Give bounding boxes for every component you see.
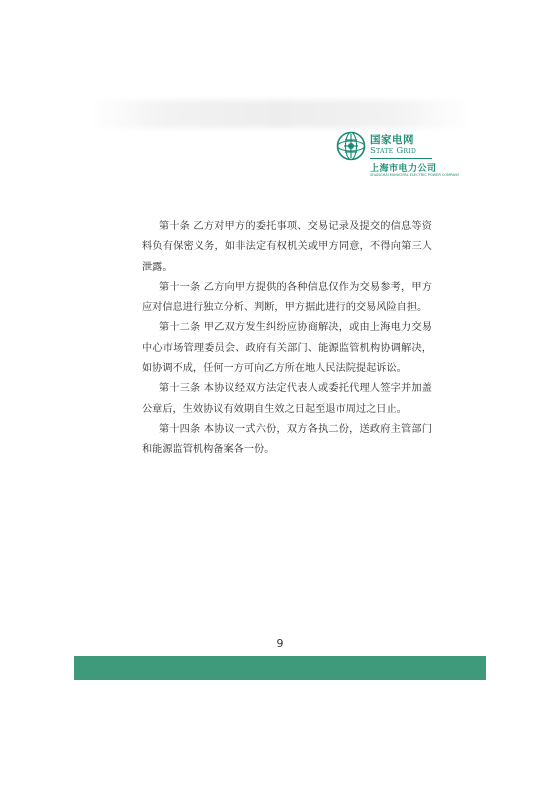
state-grid-logo <box>336 131 466 177</box>
footer-band <box>74 656 486 680</box>
logo-company-cn: 上海市电力公司 <box>370 164 437 174</box>
logo-name-cn: 国家电网 <box>370 134 414 146</box>
page-number: 9 <box>276 637 284 650</box>
article-14: 第十四条 本协议一式六份，双方各执二份，送政府主管部门和能源监管机构备案各一份。 <box>142 423 432 456</box>
logo-name-en: State Grid <box>370 146 417 156</box>
logo-divider <box>370 158 432 159</box>
logo-company-en: SHANGHAI MUNICIPAL ELECTRIC POWER COMPANY <box>370 173 460 177</box>
article-13: 第十三条 本协议经双方法定代表人或委托代理人签字并加盖公章后，生效协议有效期自生效之日起至退市周过之日止。 <box>142 383 432 415</box>
scan-artifact-band <box>90 100 470 128</box>
article-11: 第十一条 乙方向甲方提供的各种信息仅作为交易参考，甲方应对信息进行独立分析、判断，甲方据此进行的交易风险自担。 <box>142 281 432 314</box>
article-10: 第十条 乙方对甲方的委托事项、交易记录及提交的信息等资料负有保密义务，如非法定有权机关或甲方同意，不得向第三人泄露。 <box>142 221 432 273</box>
article-12: 第十二条 甲乙双方发生纠纷应协商解决，或由上海电力交易中心市场管理委员会、政府有关部门、能源监管机构协调解决，如协调不成，任何一方可向乙方所在地人民法院提起诉讼。 <box>142 322 432 375</box>
agreement-body <box>142 217 432 461</box>
state-grid-emblem-icon <box>336 131 366 161</box>
